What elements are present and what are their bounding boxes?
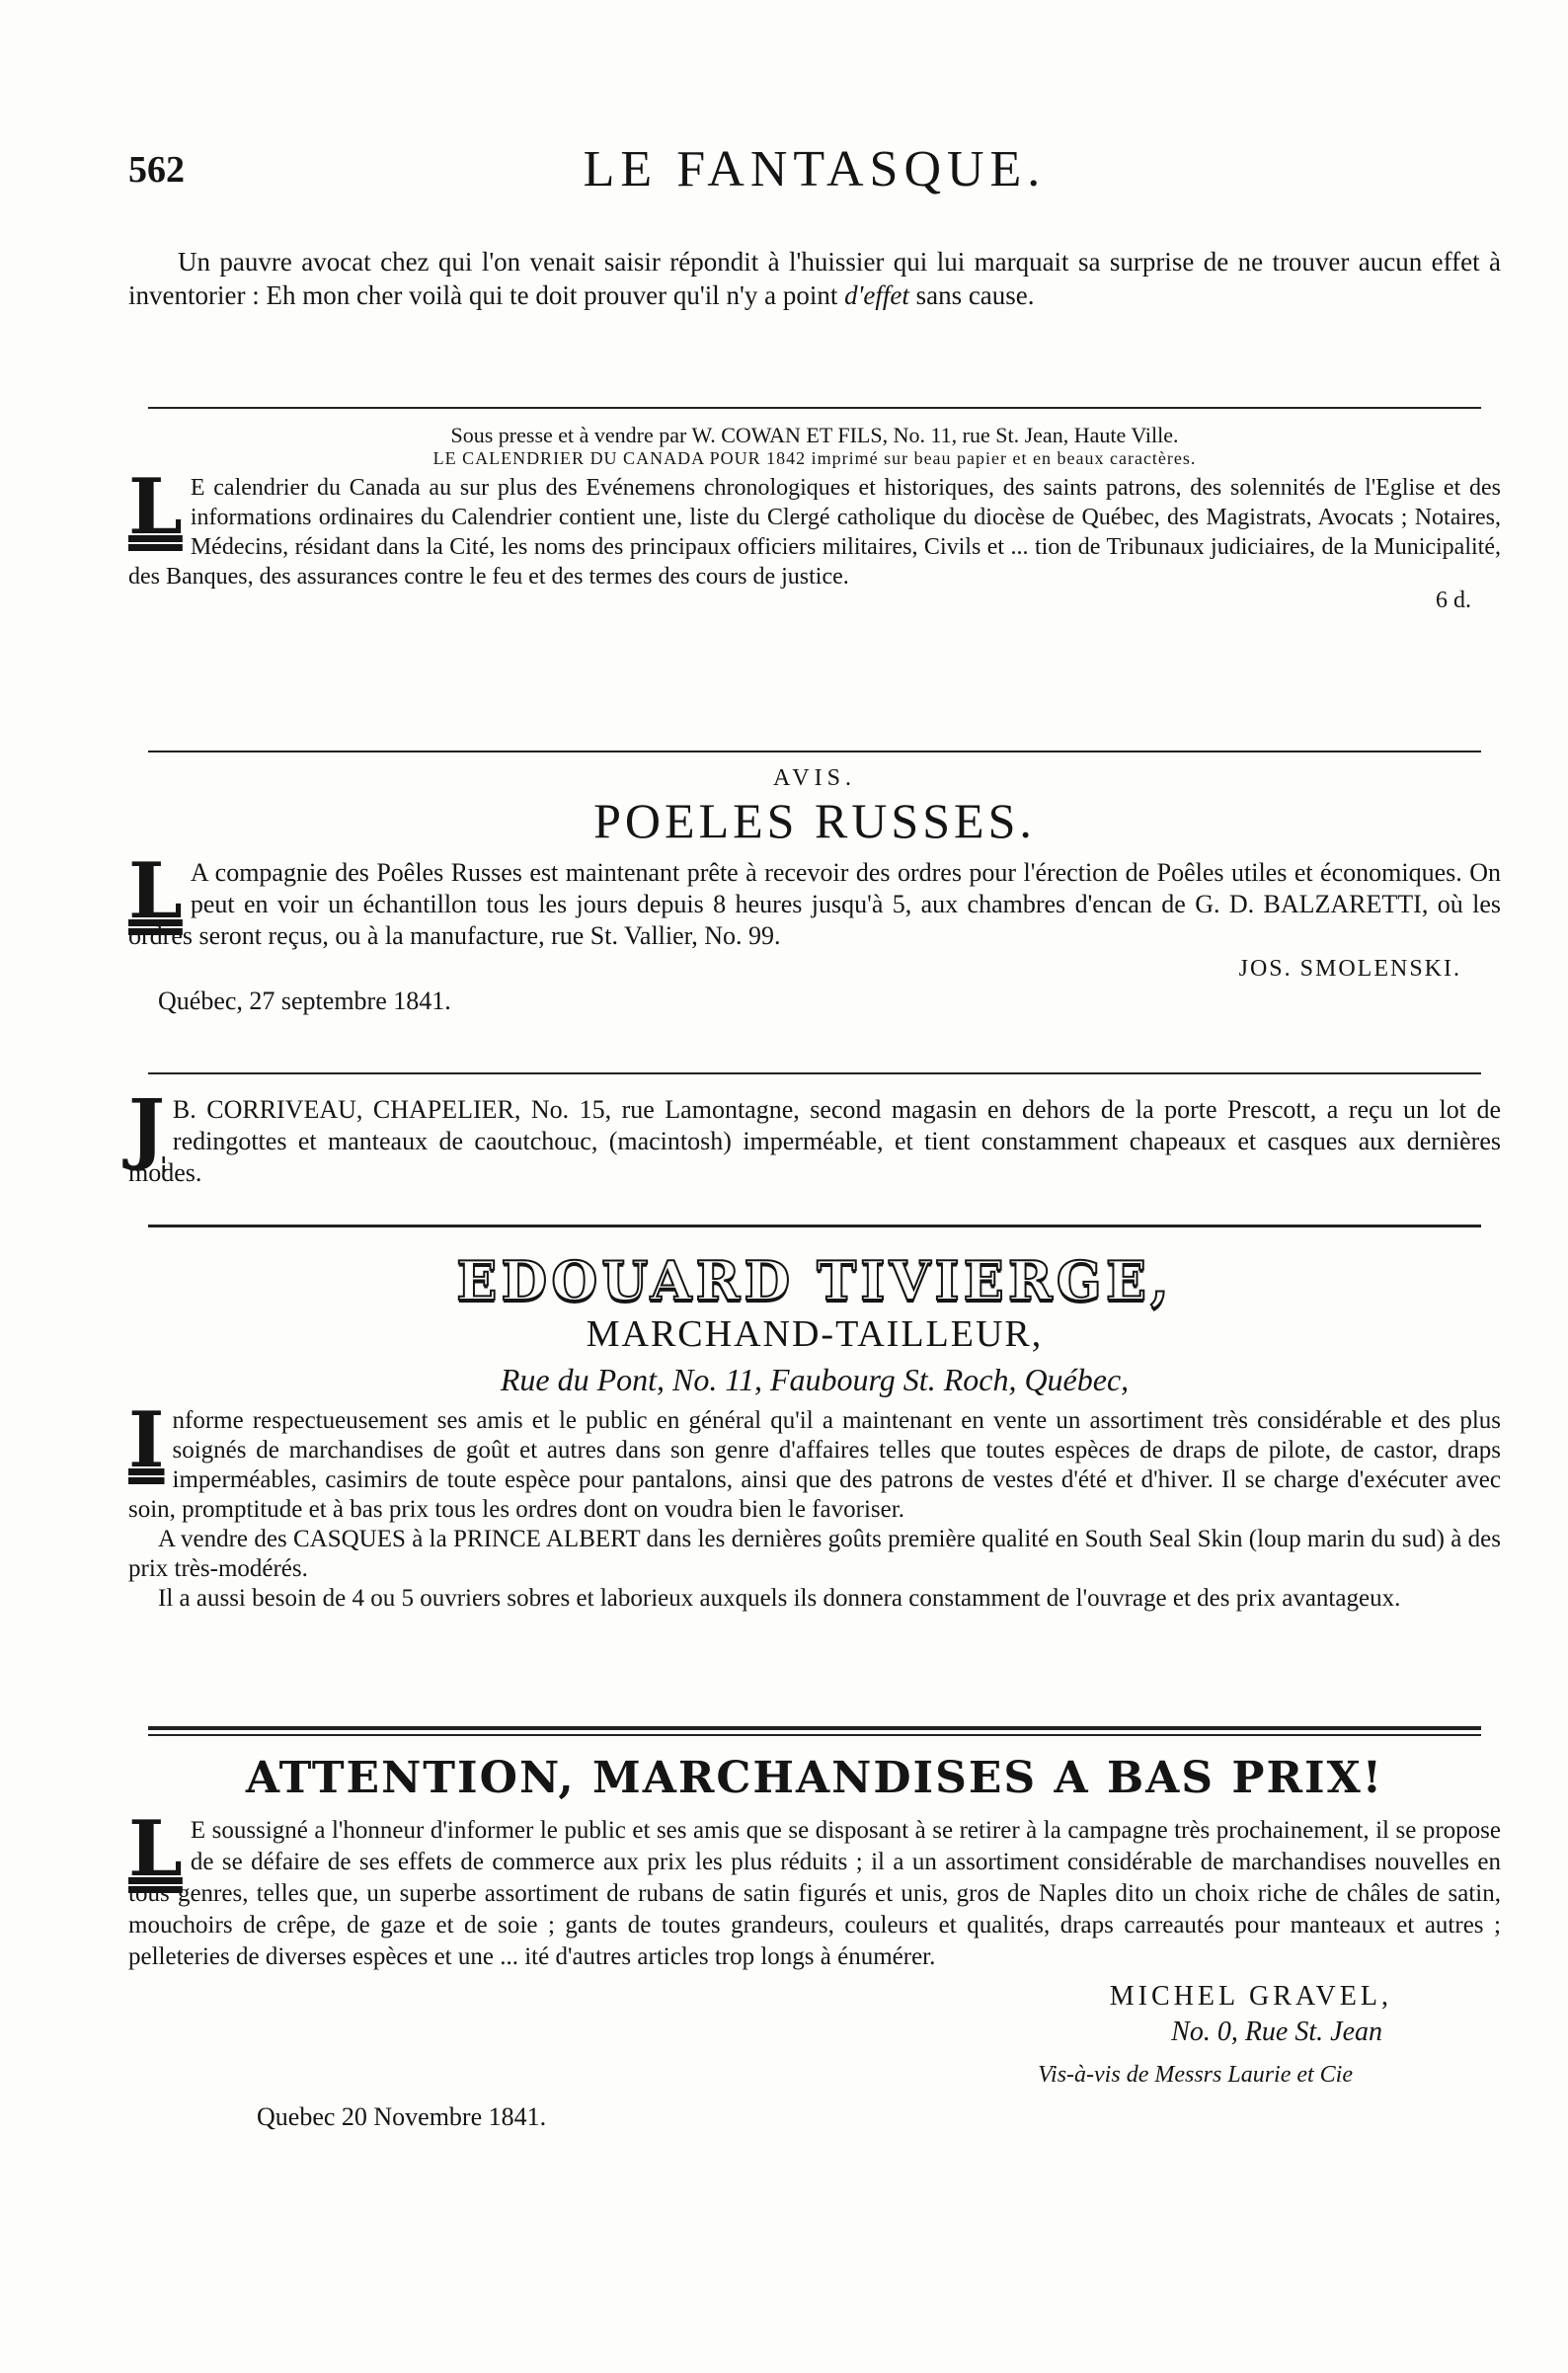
section-divider — [148, 751, 1481, 752]
calendar-lead: Sous presse et à vendre par W. COWAN ET FILS, No. 11, rue St. Jean, Haute Ville. — [450, 423, 1179, 447]
sale-title: ATTENTION, MARCHANDISES A BAS PRIX! — [245, 1753, 1384, 1803]
tailor-dropcap: I — [128, 1395, 165, 1485]
stoves-place-date: Québec, 27 septembre 1841. — [158, 987, 451, 1015]
stoves-notice — [128, 765, 1501, 1016]
stoves-signature: JOS. SMOLENSKI. — [1238, 956, 1461, 982]
hatter-body-text: B. CORRIVEAU, CHAPELIER, No. 15, rue Lamontagne, second magasin en dehors de la porte Prescott, a reçu un lot de redingottes et manteaux de caoutchouc, (macintosh) imperméable, et tient constamment chapeaux et casques aux dernières modes. — [128, 1095, 1501, 1187]
anecdote-text-before: Un pauvre avocat chez qui l'on venait saisir répondit à l'huissier qui lui marquait sa surprise de ne trouver aucun effet à inventorier : Eh mon cher voilà qui te doit prouver qu'il n'y a point — [128, 247, 1501, 310]
calendar-price: 6 d. — [1436, 588, 1471, 613]
tailor-body — [128, 1395, 1501, 1525]
hatter-body — [128, 1083, 1501, 1189]
tailor-paragraph-3: Il a aussi besoin de 4 ou 5 ouvriers sobres et laborieux auxquels ils donnera constamment de l'ouvrage et des prix avantageux. — [158, 1585, 1401, 1612]
tailor-paragraph-2: A vendre des CASQUES à la PRINCE ALBERT dans les dernières goûts première qualité en South Seal Skin (loup marin du sud) à des prix très-modérés. — [128, 1526, 1501, 1582]
section-divider — [148, 1225, 1481, 1227]
page-title: LE FANTASQUE. — [583, 141, 1047, 198]
merchant-address: No. 0, Rue St. Jean — [1171, 2017, 1382, 2047]
tailor-notice — [128, 1249, 1501, 1614]
page-header — [128, 128, 1501, 207]
stoves-dropcap: L — [128, 846, 183, 936]
stoves-body — [128, 846, 1501, 952]
section-divider — [148, 1072, 1481, 1074]
stoves-notice-label: AVIS. — [773, 765, 856, 791]
calendar-body — [128, 462, 1501, 592]
sale-date: Quebec 20 Novembre 1841. — [257, 2102, 547, 2131]
sale-notice — [128, 1753, 1501, 2132]
section-divider — [148, 1726, 1481, 1736]
stoves-title: POELES RUSSES. — [593, 793, 1036, 848]
page-number: 562 — [128, 149, 185, 191]
anecdote-emphasis: d'effet — [844, 280, 909, 310]
calendar-body-text: E calendrier du Canada au sur plus des Evénemens chronologiques et historiques, des saints patrons, des solennités de l'Eglise et des informations ordinaires du Calendrier contient une, liste du Clergé catholique du diocèse de Québec, des Magistrats, Avocats ; Notaires, Médecins, résidant dans la Cité, les noms des principaux officiers militaires, Civils et ... tion de Tribunaux judiciaires, de la Municipalité, des Banques, des assurances contre le feu et des termes des cours de justice. — [128, 475, 1501, 590]
section-divider — [148, 407, 1481, 409]
merchant-name: MICHEL GRAVEL, — [1109, 1981, 1392, 2012]
calendar-notice — [128, 423, 1501, 614]
tailor-trade: MARCHAND-TAILLEUR, — [586, 1313, 1044, 1355]
merchant-vis-a-vis: Vis-à-vis de Messrs Laurie et Cie — [1038, 2062, 1353, 2088]
sale-body-text: E soussigné a l'honneur d'informer le public et ses amis que se disposant à se retirer à la campagne très prochainement, il se propose de se défaire de ses effets de commerce aux prix les plus réduits ; il a un assortiment considérable de marchandises nouvelles en tous genres, telles que, un superbe assortiment de rubans de satin figurés et unis, gros de Naples dito un choix riche de châles de satin, mouchoirs de crêpe, de gaze et de soie ; gants de toutes grandeurs, couleurs et qualités, draps carreautés pour manteaux et autres ; pelleteries de diverses espèces et une ... ité d'autres articles trop longs à énumérer. — [128, 1817, 1501, 1970]
sale-body — [128, 1804, 1501, 1973]
hatter-notice — [128, 1083, 1501, 1189]
stoves-body-text: A compagnie des Poêles Russes est maintenant prête à recevoir des ordres pour l'érection de Poêles utiles et économiques. On peut en voir un échantillon tous les jours depuis 8 heures jusqu'à 5, aux chambres d'encan de G. D. BALZARETTI, où les ordres seront reçus, ou à la manufacture, rue St. Vallier, No. 99. — [128, 858, 1501, 950]
anecdote-text-after: sans cause. — [908, 280, 1035, 310]
tailor-address: Rue du Pont, No. 11, Faubourg St. Roch, Québec, — [500, 1362, 1130, 1397]
calendar-subtitle: LE CALENDRIER DU CANADA POUR 1842 imprimé sur beau papier et en beaux caractères. — [432, 448, 1197, 468]
anecdote-text — [128, 245, 1501, 312]
calendar-dropcap: L — [128, 462, 183, 552]
tailor-name: EDOUARD TIVIERGE, — [456, 1249, 1173, 1312]
anecdote — [128, 245, 1501, 312]
tailor-body-text: nforme respectueusement ses amis et le public en général qu'il a maintenant en vente un assortiment très considérable et des plus soignés de marchandises de goût et autres dans son genre d'affaires telles que toutes espèces de draps de pilote, de castor, draps imperméables, casimirs de toute espèce pour pantalons, ainsi que des patrons de vestes d'été et d'hiver. Il se charge d'exécuter avec soin, promptitude et à bas prix tous les ordres dont on voudra bien le favoriser. — [128, 1407, 1501, 1523]
sale-dropcap: L — [128, 1804, 183, 1894]
hatter-dropcap: J — [128, 1083, 165, 1173]
